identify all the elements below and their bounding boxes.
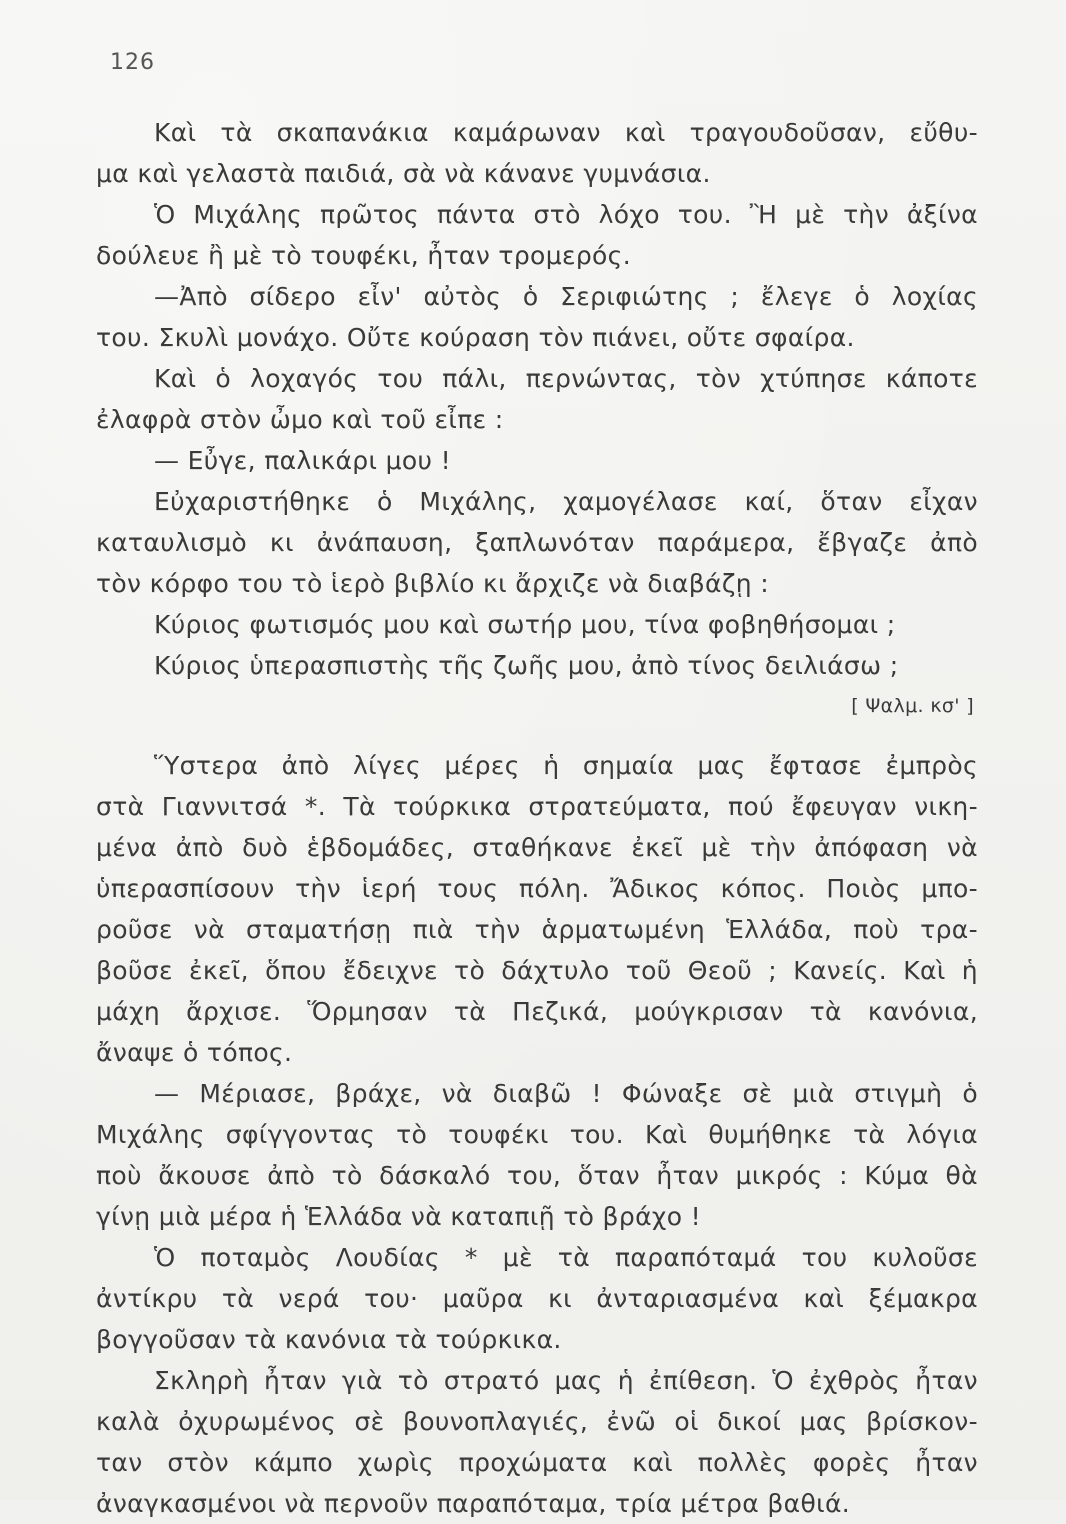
text-line: Ὁ ποταμὸς Λουδίας * μὲ τὰ παραπόταμά του κυλοῦσε xyxy=(154,1243,978,1272)
text-line: Σκληρὴ ἦταν γιὰ τὸ στρατό μας ἡ ἐπίθεση. Ὁ ἐχθρὸς ἦταν xyxy=(154,1366,978,1395)
body-text xyxy=(96,112,978,1524)
text-line: ροῦσε νὰ σταματήσῃ πιὰ τὴν ἁρματωμένη Ἑλλάδα, ποὺ τρα- xyxy=(96,915,978,944)
text-line: —Ἀπὸ σίδερο εἶν' αὐτὸς ὁ Σεριφιώτης ; ἔλεγε ὁ λοχίας xyxy=(154,282,978,311)
text-line: στὰ Γιαννιτσά *. Τὰ τούρκικα στρατεύματα, πού ἔφευγαν νικη- xyxy=(96,792,978,821)
text-line: Ὁ Μιχάλης πρῶτος πάντα στὸ λόχο του. Ἢ μὲ τὴν ἀξίνα xyxy=(154,200,978,229)
text-line: ποὺ ἄκουσε ἀπὸ τὸ δάσκαλό του, ὅταν ἦταν μικρός : Κύμα θὰ xyxy=(96,1161,978,1190)
text-line: — Μέριασε, βράχε, νὰ διαβῶ ! Φώναξε σὲ μιὰ στιγμὴ ὁ xyxy=(154,1079,978,1108)
paragraph-gap xyxy=(96,727,978,745)
page-number: 126 xyxy=(110,50,155,75)
quote-line: Κύριος φωτισμός μου καὶ σωτήρ μου, τίνα φοβηθήσομαι ; xyxy=(154,610,896,639)
text-line: καλὰ ὀχυρωμένος σὲ βουνοπλαγιές, ἐνῶ οἱ δικοί μας βρίσκον- xyxy=(96,1407,978,1436)
text-line: — Εὖγε, παλικάρι μου ! xyxy=(154,446,452,475)
text-line: καταυλισμὸ κι ἀνάπαυση, ξαπλωνόταν παράμερα, ἔβγαζε ἀπὸ xyxy=(96,528,978,557)
text-line: βογγοῦσαν τὰ κανόνια τὰ τούρκικα. xyxy=(96,1325,562,1354)
text-line: Καὶ τὰ σκαπανάκια καμάρωναν καὶ τραγουδοῦσαν, εὔθυ- xyxy=(154,118,978,147)
text-line: μένα ἀπὸ δυὸ ἑβδομάδες, σταθήκανε ἐκεῖ μὲ τὴν ἀπόφαση νὰ xyxy=(96,833,978,862)
text-line: δούλευε ἢ μὲ τὸ τουφέκι, ἦταν τρομερός. xyxy=(96,241,631,270)
text-line: ἐλαφρὰ στὸν ὦμο καὶ τοῦ εἶπε : xyxy=(96,405,504,434)
text-line: βοῦσε ἐκεῖ, ὅπου ἔδειχνε τὸ δάχτυλο τοῦ Θεοῦ ; Κανείς. Καὶ ἡ xyxy=(96,956,978,985)
text-line: Εὐχαριστήθηκε ὁ Μιχάλης, χαμογέλασε καί, ὅταν εἶχαν xyxy=(154,487,978,516)
text-line: Καὶ ὁ λοχαγός του πάλι, περνώντας, τὸν χτύπησε κάποτε xyxy=(154,364,978,393)
text-line: γίνῃ μιὰ μέρα ἡ Ἑλλάδα νὰ καταπιῇ τὸ βράχο ! xyxy=(96,1202,702,1231)
text-line: μα καὶ γελαστὰ παιδιά, σὰ νὰ κάνανε γυμνάσια. xyxy=(96,159,711,188)
text-line: μάχη ἄρχισε. Ὅρμησαν τὰ Πεζικά, μούγκρισαν τὰ κανόνια, xyxy=(96,997,978,1026)
text-line: ἄναψε ὁ τόπος. xyxy=(96,1038,293,1067)
text-line: ταν στὸν κάμπο χωρὶς προχώματα καὶ πολλὲς φορὲς ἦταν xyxy=(96,1448,978,1477)
text-line: τὸν κόρφο του τὸ ἱερὸ βιβλίο κι ἄρχιζε νὰ διαβάζῃ : xyxy=(96,569,770,598)
text-line: Μιχάλης σφίγγοντας τὸ τουφέκι του. Καὶ θυμήθηκε τὰ λόγια xyxy=(96,1120,978,1149)
text-line: του. Σκυλὶ μονάχο. Οὔτε κούραση τὸν πιάνει, οὔτε σφαίρα. xyxy=(96,323,855,352)
text-line: ἀναγκασμένοι νὰ περνοῦν παραπόταμα, τρία μέτρα βαθιά. xyxy=(96,1489,851,1518)
text-line: ὑπερασπίσουν τὴν ἱερή τους πόλη. Ἄδικος κόπος. Ποιὸς μπο- xyxy=(96,874,978,903)
text-line: ἀντίκρυ τὰ νερά του· μαῦρα κι ἀνταριασμένα καὶ ξέμακρα xyxy=(96,1284,978,1313)
quote-citation: [ Ψαλμ. κσ' ] xyxy=(851,695,974,717)
text-line: Ὕστερα ἀπὸ λίγες μέρες ἡ σημαία μας ἔφτασε ἐμπρὸς xyxy=(154,751,978,780)
quote-line: Κύριος ὑπερασπιστὴς τῆς ζωῆς μου, ἀπὸ τίνος δειλιάσω ; xyxy=(154,651,899,680)
